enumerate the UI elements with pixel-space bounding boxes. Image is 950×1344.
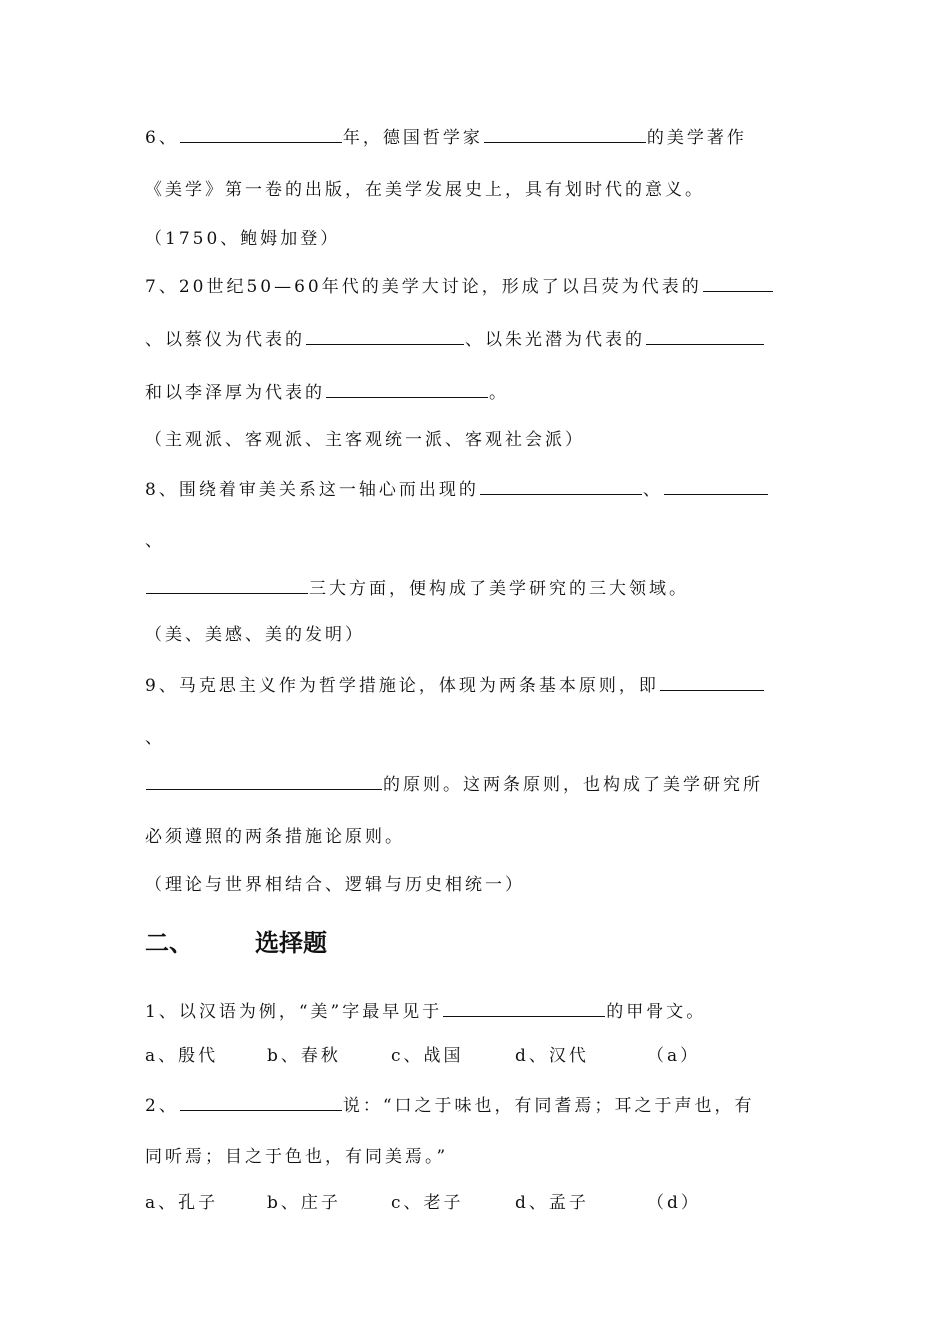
q7-line1 <box>145 275 774 298</box>
q7-answer: （主观派、客观派、主客观统一派、客观社会派） <box>145 430 585 450</box>
q6-line1 <box>145 126 747 149</box>
q9-blank-2[interactable] <box>146 773 382 790</box>
section-number: 二、 <box>145 929 193 957</box>
mc1-answer: （a） <box>647 1046 701 1066</box>
q7-text-3: 、以朱光潜为代表的 <box>465 330 645 350</box>
mc1-option-b[interactable]: b、春秋 <box>267 1046 341 1066</box>
mc2-blank[interactable] <box>180 1094 342 1111</box>
q8-line3 <box>145 577 689 600</box>
q6-number: 6、 <box>145 128 179 148</box>
mc2-text-1: 2、 <box>145 1096 179 1116</box>
q6-text-1: 年，德国哲学家 <box>342 128 483 148</box>
q7-text-5: 。 <box>489 383 509 403</box>
section-title: 选择题 <box>255 929 327 957</box>
q8-text-2: 三大方面，便构成了美学研究的三大领域。 <box>309 579 689 599</box>
mc1-stem <box>145 1000 706 1023</box>
q7-blank-2[interactable] <box>306 328 464 345</box>
mc2-option-b[interactable]: b、庄子 <box>267 1193 341 1213</box>
mc1-option-d[interactable]: d、汉代 <box>515 1046 589 1066</box>
q8-blank-3[interactable] <box>146 577 308 594</box>
q8-blank-1[interactable] <box>480 478 642 495</box>
q7-text-4: 和以李泽厚为代表的 <box>145 383 325 403</box>
q9-text-1: 9、马克思主义作为哲学措施论，体现为两条基本原则，即 <box>145 676 659 696</box>
q8-line1 <box>145 478 769 501</box>
q9-line2: 、 <box>145 728 165 748</box>
section-heading <box>145 928 327 958</box>
mc2-option-a[interactable]: a、孔子 <box>145 1193 219 1213</box>
q7-line2 <box>145 328 765 351</box>
q9-line1 <box>145 674 765 697</box>
q8-blank-2[interactable] <box>664 478 768 495</box>
mc1-blank[interactable] <box>443 1000 605 1017</box>
mc1-option-c[interactable]: c、战国 <box>391 1046 464 1066</box>
mc2-line2: 同听焉；目之于色也，有同美焉。” <box>145 1147 449 1167</box>
q6-answer: （1750、鲍姆加登） <box>145 229 341 249</box>
q9-answer: （理论与世界相结合、逻辑与历史相统一） <box>145 875 525 895</box>
mc2-option-d[interactable]: d、孟子 <box>515 1193 589 1213</box>
mc1-text-2: 的甲骨文。 <box>606 1002 707 1022</box>
q9-line4: 必须遵照的两条措施论原则。 <box>145 827 405 847</box>
q7-blank-1[interactable] <box>703 275 773 292</box>
q6-blank-philosopher[interactable] <box>484 126 646 143</box>
mc1-option-a[interactable]: a、殷代 <box>145 1046 219 1066</box>
q6-line2: 《美学》第一卷的出版，在美学发展史上，具有划时代的意义。 <box>145 180 705 200</box>
mc2-options <box>145 1192 701 1214</box>
q9-blank-1[interactable] <box>660 674 764 691</box>
mc2-text-2: 说：“口之于味也，有同耆焉；耳之于声也，有 <box>342 1096 755 1116</box>
mc2-option-c[interactable]: c、老子 <box>391 1193 464 1213</box>
q8-answer: （美、美感、美的发明） <box>145 625 365 645</box>
q8-line2: 、 <box>145 531 165 551</box>
q7-blank-3[interactable] <box>646 328 764 345</box>
q6-blank-year[interactable] <box>180 126 342 143</box>
q7-text-1: 7、20世纪50—60年代的美学大讨论，形成了以吕荧为代表的 <box>145 277 702 297</box>
q8-sep: 、 <box>642 480 663 500</box>
q7-text-2: 、以蔡仪为代表的 <box>145 330 305 350</box>
q9-text-2: 的原则。这两条原则，也构成了美学研究所 <box>383 775 763 795</box>
q8-text-1: 8、围绕着审美关系这一轴心而出现的 <box>145 480 479 500</box>
mc2-answer: （d） <box>647 1193 701 1213</box>
mc1-options <box>145 1045 700 1067</box>
q7-line3 <box>145 381 509 404</box>
q9-line3 <box>145 773 763 796</box>
mc2-stem <box>145 1094 755 1117</box>
q6-text-2: 的美学著作 <box>646 128 747 148</box>
mc1-text-1: 1、以汉语为例，“美”字最早见于 <box>145 1002 443 1022</box>
q7-blank-4[interactable] <box>326 381 488 398</box>
